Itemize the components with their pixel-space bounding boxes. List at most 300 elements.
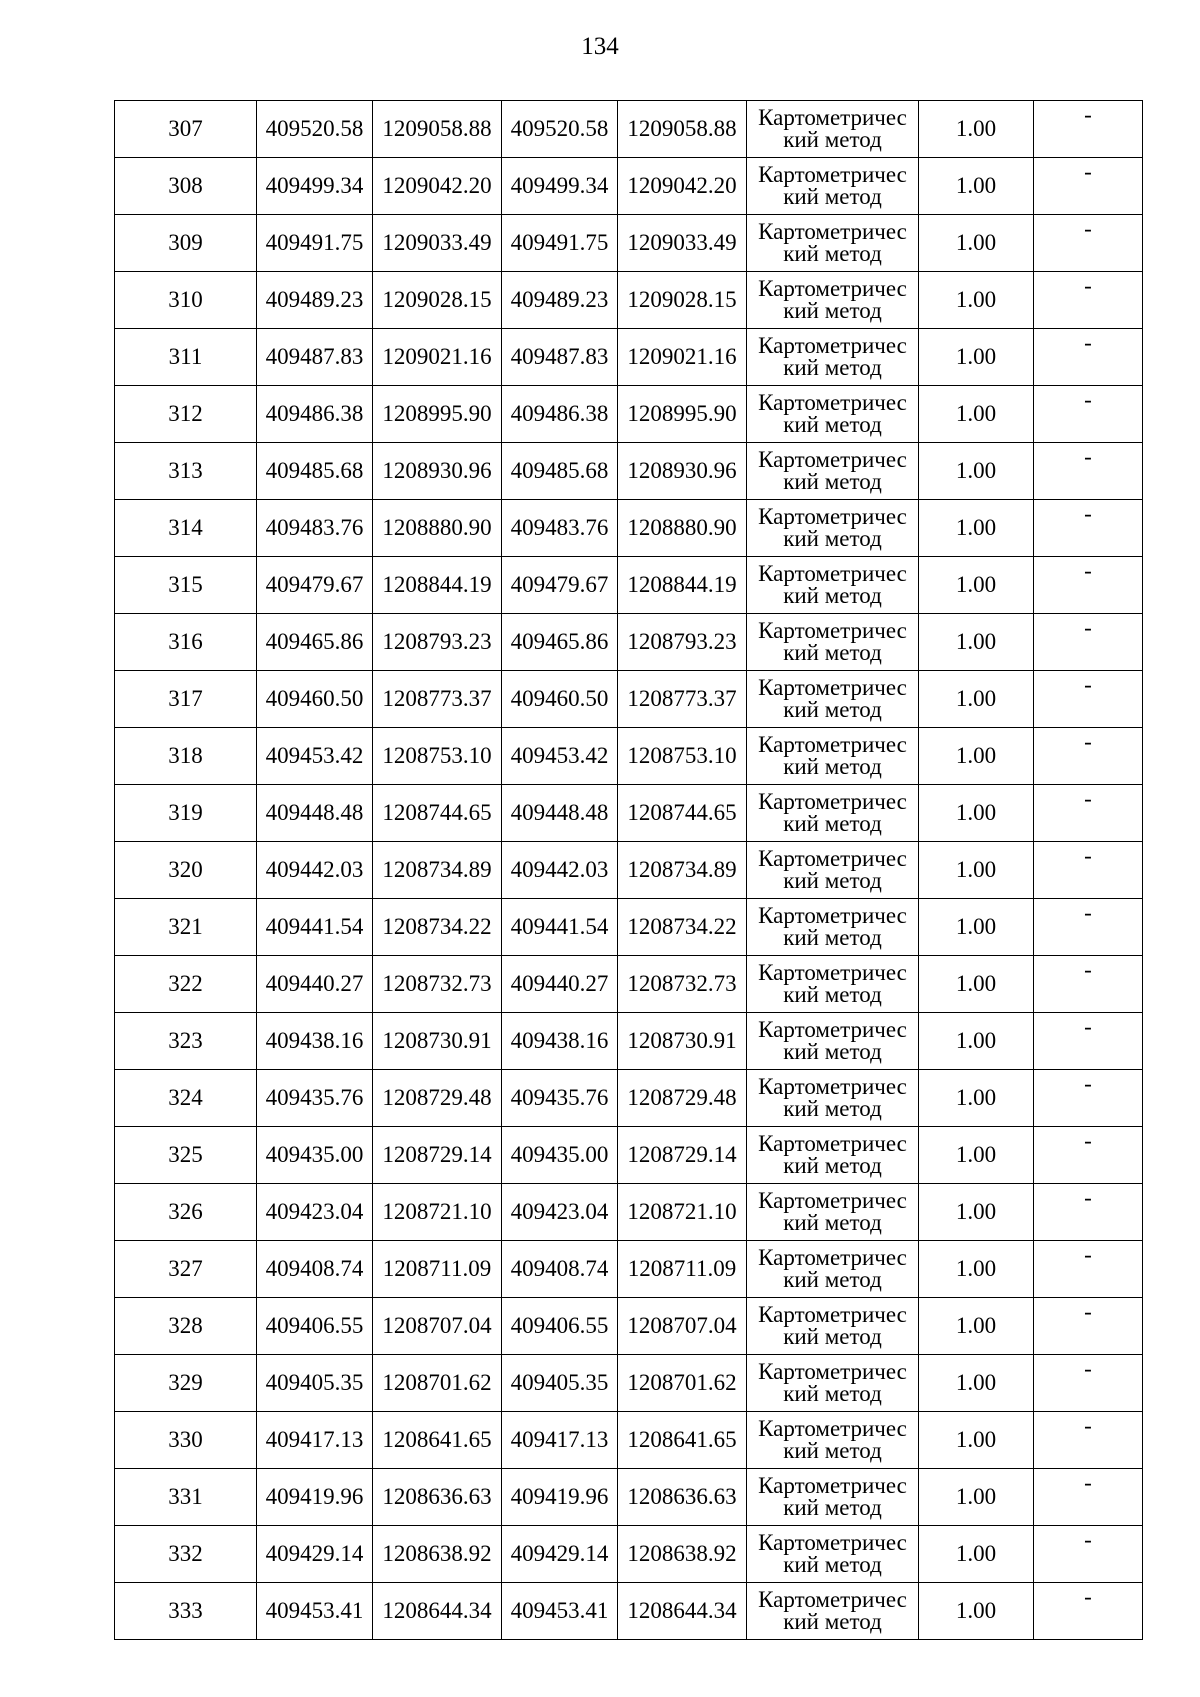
y-coordinate-cell: 1208707.04 [618, 1298, 747, 1355]
method-text: кий метод [783, 355, 882, 380]
accuracy-cell: 1.00 [919, 1412, 1034, 1469]
y-coordinate-cell: 1208744.65 [373, 785, 502, 842]
point-number-cell: 313 [115, 443, 257, 500]
table-row [115, 728, 1143, 785]
note-cell: - [1034, 785, 1143, 842]
table-row [115, 272, 1143, 329]
x-coordinate-cell: 409460.50 [257, 671, 373, 728]
y-coordinate-cell: 1208744.65 [618, 785, 747, 842]
method-cell [747, 158, 919, 215]
note-cell: - [1034, 842, 1143, 899]
method-text: кий метод [783, 1267, 882, 1292]
method-cell [747, 1355, 919, 1412]
method-text: кий метод [783, 412, 882, 437]
accuracy-cell: 1.00 [919, 785, 1034, 842]
point-number-cell: 327 [115, 1241, 257, 1298]
method-text: Картометричес [758, 162, 907, 187]
method-text: кий метод [783, 1609, 882, 1634]
y-coordinate-cell: 1209042.20 [618, 158, 747, 215]
accuracy-cell: 1.00 [919, 272, 1034, 329]
coordinates-table [114, 100, 1143, 1640]
table-row [115, 1469, 1143, 1526]
accuracy-cell: 1.00 [919, 671, 1034, 728]
note-cell: - [1034, 728, 1143, 785]
x-coordinate-cell: 409491.75 [502, 215, 618, 272]
y-coordinate-cell: 1209042.20 [373, 158, 502, 215]
table-body [115, 101, 1143, 1640]
x-coordinate-cell: 409499.34 [502, 158, 618, 215]
point-number-cell: 320 [115, 842, 257, 899]
x-coordinate-cell: 409486.38 [257, 386, 373, 443]
note-cell: - [1034, 1526, 1143, 1583]
y-coordinate-cell: 1208880.90 [618, 500, 747, 557]
x-coordinate-cell: 409460.50 [502, 671, 618, 728]
y-coordinate-cell: 1208644.34 [618, 1583, 747, 1640]
method-text: кий метод [783, 1153, 882, 1178]
note-cell: - [1034, 101, 1143, 158]
method-cell [747, 671, 919, 728]
method-text: Картометричес [758, 1074, 907, 1099]
method-cell [747, 557, 919, 614]
x-coordinate-cell: 409441.54 [502, 899, 618, 956]
method-cell [747, 785, 919, 842]
y-coordinate-cell: 1208641.65 [373, 1412, 502, 1469]
method-cell [747, 899, 919, 956]
method-cell [747, 272, 919, 329]
x-coordinate-cell: 409520.58 [257, 101, 373, 158]
x-coordinate-cell: 409435.76 [502, 1070, 618, 1127]
y-coordinate-cell: 1208730.91 [618, 1013, 747, 1070]
method-cell [747, 1184, 919, 1241]
point-number-cell: 308 [115, 158, 257, 215]
point-number-cell: 318 [115, 728, 257, 785]
method-text: кий метод [783, 925, 882, 950]
method-cell [747, 443, 919, 500]
method-text: Картометричес [758, 219, 907, 244]
y-coordinate-cell: 1208753.10 [618, 728, 747, 785]
x-coordinate-cell: 409485.68 [502, 443, 618, 500]
method-text: Картометричес [758, 618, 907, 643]
y-coordinate-cell: 1209033.49 [373, 215, 502, 272]
note-cell: - [1034, 1298, 1143, 1355]
x-coordinate-cell: 409419.96 [502, 1469, 618, 1526]
y-coordinate-cell: 1208732.73 [373, 956, 502, 1013]
note-cell: - [1034, 1583, 1143, 1640]
point-number-cell: 331 [115, 1469, 257, 1526]
accuracy-cell: 1.00 [919, 215, 1034, 272]
method-text: Картометричес [758, 1416, 907, 1441]
method-text: Картометричес [758, 903, 907, 928]
y-coordinate-cell: 1209058.88 [373, 101, 502, 158]
note-cell: - [1034, 1355, 1143, 1412]
y-coordinate-cell: 1208732.73 [618, 956, 747, 1013]
note-cell: - [1034, 899, 1143, 956]
table-row [115, 1412, 1143, 1469]
x-coordinate-cell: 409405.35 [502, 1355, 618, 1412]
table-row [115, 1013, 1143, 1070]
point-number-cell: 321 [115, 899, 257, 956]
method-cell [747, 329, 919, 386]
point-number-cell: 309 [115, 215, 257, 272]
note-cell: - [1034, 1241, 1143, 1298]
method-text: Картометричес [758, 675, 907, 700]
x-coordinate-cell: 409453.42 [502, 728, 618, 785]
x-coordinate-cell: 409483.76 [257, 500, 373, 557]
method-text: кий метод [783, 1552, 882, 1577]
x-coordinate-cell: 409499.34 [257, 158, 373, 215]
accuracy-cell: 1.00 [919, 614, 1034, 671]
x-coordinate-cell: 409438.16 [257, 1013, 373, 1070]
y-coordinate-cell: 1208734.22 [373, 899, 502, 956]
accuracy-cell: 1.00 [919, 1241, 1034, 1298]
method-text: кий метод [783, 241, 882, 266]
x-coordinate-cell: 409483.76 [502, 500, 618, 557]
method-text: Картометричес [758, 1188, 907, 1213]
method-text: Картометричес [758, 1530, 907, 1555]
method-cell [747, 1070, 919, 1127]
point-number-cell: 330 [115, 1412, 257, 1469]
accuracy-cell: 1.00 [919, 1469, 1034, 1526]
y-coordinate-cell: 1208721.10 [618, 1184, 747, 1241]
x-coordinate-cell: 409453.41 [502, 1583, 618, 1640]
accuracy-cell: 1.00 [919, 158, 1034, 215]
point-number-cell: 307 [115, 101, 257, 158]
note-cell: - [1034, 1469, 1143, 1526]
table-row [115, 899, 1143, 956]
point-number-cell: 324 [115, 1070, 257, 1127]
note-cell: - [1034, 1412, 1143, 1469]
point-number-cell: 317 [115, 671, 257, 728]
method-text: кий метод [783, 697, 882, 722]
table-row [115, 1298, 1143, 1355]
table-row [115, 842, 1143, 899]
method-cell [747, 614, 919, 671]
x-coordinate-cell: 409438.16 [502, 1013, 618, 1070]
method-text: кий метод [783, 640, 882, 665]
y-coordinate-cell: 1208729.14 [618, 1127, 747, 1184]
y-coordinate-cell: 1208729.48 [373, 1070, 502, 1127]
note-cell: - [1034, 158, 1143, 215]
y-coordinate-cell: 1208701.62 [373, 1355, 502, 1412]
table-row [115, 614, 1143, 671]
method-text: кий метод [783, 583, 882, 608]
note-cell: - [1034, 443, 1143, 500]
x-coordinate-cell: 409435.00 [257, 1127, 373, 1184]
method-text: Картометричес [758, 846, 907, 871]
method-cell [747, 1298, 919, 1355]
method-text: кий метод [783, 811, 882, 836]
table-row [115, 785, 1143, 842]
point-number-cell: 322 [115, 956, 257, 1013]
point-number-cell: 311 [115, 329, 257, 386]
method-cell [747, 215, 919, 272]
y-coordinate-cell: 1208793.23 [373, 614, 502, 671]
x-coordinate-cell: 409423.04 [502, 1184, 618, 1241]
x-coordinate-cell: 409520.58 [502, 101, 618, 158]
point-number-cell: 328 [115, 1298, 257, 1355]
note-cell: - [1034, 1013, 1143, 1070]
accuracy-cell: 1.00 [919, 1298, 1034, 1355]
point-number-cell: 332 [115, 1526, 257, 1583]
x-coordinate-cell: 409429.14 [502, 1526, 618, 1583]
table-row [115, 1070, 1143, 1127]
point-number-cell: 319 [115, 785, 257, 842]
page-number: 134 [581, 33, 619, 60]
method-cell [747, 1469, 919, 1526]
note-cell: - [1034, 1127, 1143, 1184]
y-coordinate-cell: 1208773.37 [373, 671, 502, 728]
y-coordinate-cell: 1208880.90 [373, 500, 502, 557]
table-row [115, 1241, 1143, 1298]
y-coordinate-cell: 1208701.62 [618, 1355, 747, 1412]
method-cell [747, 728, 919, 785]
table-row [115, 500, 1143, 557]
method-text: Картометричес [758, 105, 907, 130]
method-text: кий метод [783, 469, 882, 494]
y-coordinate-cell: 1208930.96 [618, 443, 747, 500]
method-text: кий метод [783, 1039, 882, 1064]
x-coordinate-cell: 409405.35 [257, 1355, 373, 1412]
y-coordinate-cell: 1208844.19 [373, 557, 502, 614]
point-number-cell: 333 [115, 1583, 257, 1640]
table-row [115, 329, 1143, 386]
y-coordinate-cell: 1208729.48 [618, 1070, 747, 1127]
method-cell [747, 1127, 919, 1184]
y-coordinate-cell: 1208711.09 [373, 1241, 502, 1298]
y-coordinate-cell: 1208995.90 [618, 386, 747, 443]
accuracy-cell: 1.00 [919, 728, 1034, 785]
x-coordinate-cell: 409440.27 [257, 956, 373, 1013]
method-text: кий метод [783, 1381, 882, 1406]
accuracy-cell: 1.00 [919, 1070, 1034, 1127]
accuracy-cell: 1.00 [919, 956, 1034, 1013]
table-row [115, 671, 1143, 728]
x-coordinate-cell: 409448.48 [257, 785, 373, 842]
y-coordinate-cell: 1208638.92 [618, 1526, 747, 1583]
x-coordinate-cell: 409417.13 [502, 1412, 618, 1469]
method-cell [747, 101, 919, 158]
table-row [115, 1127, 1143, 1184]
x-coordinate-cell: 409479.67 [502, 557, 618, 614]
x-coordinate-cell: 409423.04 [257, 1184, 373, 1241]
y-coordinate-cell: 1208734.89 [618, 842, 747, 899]
method-text: Картометричес [758, 1302, 907, 1327]
note-cell: - [1034, 671, 1143, 728]
x-coordinate-cell: 409441.54 [257, 899, 373, 956]
y-coordinate-cell: 1209021.16 [618, 329, 747, 386]
y-coordinate-cell: 1208734.22 [618, 899, 747, 956]
method-text: Картометричес [758, 732, 907, 757]
point-number-cell: 323 [115, 1013, 257, 1070]
y-coordinate-cell: 1208844.19 [618, 557, 747, 614]
accuracy-cell: 1.00 [919, 1355, 1034, 1412]
x-coordinate-cell: 409406.55 [257, 1298, 373, 1355]
x-coordinate-cell: 409408.74 [502, 1241, 618, 1298]
y-coordinate-cell: 1209021.16 [373, 329, 502, 386]
note-cell: - [1034, 557, 1143, 614]
note-cell: - [1034, 386, 1143, 443]
y-coordinate-cell: 1208641.65 [618, 1412, 747, 1469]
x-coordinate-cell: 409491.75 [257, 215, 373, 272]
y-coordinate-cell: 1208995.90 [373, 386, 502, 443]
x-coordinate-cell: 409479.67 [257, 557, 373, 614]
x-coordinate-cell: 409417.13 [257, 1412, 373, 1469]
table-row [115, 158, 1143, 215]
y-coordinate-cell: 1208930.96 [373, 443, 502, 500]
method-text: Картометричес [758, 390, 907, 415]
table-row [115, 443, 1143, 500]
table-row [115, 557, 1143, 614]
accuracy-cell: 1.00 [919, 1583, 1034, 1640]
y-coordinate-cell: 1208773.37 [618, 671, 747, 728]
method-cell [747, 1013, 919, 1070]
y-coordinate-cell: 1208753.10 [373, 728, 502, 785]
point-number-cell: 316 [115, 614, 257, 671]
method-text: кий метод [783, 1324, 882, 1349]
x-coordinate-cell: 409453.42 [257, 728, 373, 785]
table-row [115, 215, 1143, 272]
x-coordinate-cell: 409489.23 [502, 272, 618, 329]
y-coordinate-cell: 1208729.14 [373, 1127, 502, 1184]
point-number-cell: 315 [115, 557, 257, 614]
accuracy-cell: 1.00 [919, 329, 1034, 386]
x-coordinate-cell: 409442.03 [502, 842, 618, 899]
accuracy-cell: 1.00 [919, 1184, 1034, 1241]
method-cell [747, 956, 919, 1013]
y-coordinate-cell: 1208638.92 [373, 1526, 502, 1583]
method-text: Картометричес [758, 447, 907, 472]
note-cell: - [1034, 500, 1143, 557]
accuracy-cell: 1.00 [919, 500, 1034, 557]
x-coordinate-cell: 409489.23 [257, 272, 373, 329]
accuracy-cell: 1.00 [919, 386, 1034, 443]
y-coordinate-cell: 1208721.10 [373, 1184, 502, 1241]
method-text: кий метод [783, 298, 882, 323]
x-coordinate-cell: 409485.68 [257, 443, 373, 500]
method-text: Картометричес [758, 1359, 907, 1384]
accuracy-cell: 1.00 [919, 899, 1034, 956]
x-coordinate-cell: 409435.00 [502, 1127, 618, 1184]
method-text: Картометричес [758, 1131, 907, 1156]
method-text: Картометричес [758, 561, 907, 586]
y-coordinate-cell: 1209028.15 [373, 272, 502, 329]
method-text: кий метод [783, 1438, 882, 1463]
table-row [115, 1184, 1143, 1241]
method-cell [747, 1241, 919, 1298]
y-coordinate-cell: 1208636.63 [618, 1469, 747, 1526]
accuracy-cell: 1.00 [919, 1127, 1034, 1184]
x-coordinate-cell: 409448.48 [502, 785, 618, 842]
method-text: кий метод [783, 1210, 882, 1235]
note-cell: - [1034, 329, 1143, 386]
table-row [115, 956, 1143, 1013]
x-coordinate-cell: 409453.41 [257, 1583, 373, 1640]
x-coordinate-cell: 409419.96 [257, 1469, 373, 1526]
x-coordinate-cell: 409406.55 [502, 1298, 618, 1355]
method-text: кий метод [783, 1096, 882, 1121]
y-coordinate-cell: 1209028.15 [618, 272, 747, 329]
point-number-cell: 326 [115, 1184, 257, 1241]
method-cell [747, 500, 919, 557]
y-coordinate-cell: 1208711.09 [618, 1241, 747, 1298]
x-coordinate-cell: 409429.14 [257, 1526, 373, 1583]
accuracy-cell: 1.00 [919, 101, 1034, 158]
method-text: Картометричес [758, 504, 907, 529]
x-coordinate-cell: 409465.86 [257, 614, 373, 671]
x-coordinate-cell: 409486.38 [502, 386, 618, 443]
point-number-cell: 329 [115, 1355, 257, 1412]
method-text: Картометричес [758, 1017, 907, 1042]
note-cell: - [1034, 272, 1143, 329]
y-coordinate-cell: 1208793.23 [618, 614, 747, 671]
table-row [115, 1583, 1143, 1640]
x-coordinate-cell: 409442.03 [257, 842, 373, 899]
point-number-cell: 325 [115, 1127, 257, 1184]
method-text: кий метод [783, 868, 882, 893]
y-coordinate-cell: 1208730.91 [373, 1013, 502, 1070]
note-cell: - [1034, 1070, 1143, 1127]
accuracy-cell: 1.00 [919, 1013, 1034, 1070]
method-text: Картометричес [758, 960, 907, 985]
y-coordinate-cell: 1208644.34 [373, 1583, 502, 1640]
method-text: Картометричес [758, 276, 907, 301]
method-text: кий метод [783, 127, 882, 152]
method-cell [747, 1526, 919, 1583]
method-text: Картометричес [758, 1245, 907, 1270]
x-coordinate-cell: 409487.83 [257, 329, 373, 386]
point-number-cell: 310 [115, 272, 257, 329]
note-cell: - [1034, 1184, 1143, 1241]
method-text: Картометричес [758, 333, 907, 358]
x-coordinate-cell: 409465.86 [502, 614, 618, 671]
point-number-cell: 312 [115, 386, 257, 443]
accuracy-cell: 1.00 [919, 443, 1034, 500]
table-row [115, 386, 1143, 443]
table-row [115, 1526, 1143, 1583]
method-text: кий метод [783, 526, 882, 551]
method-cell [747, 1412, 919, 1469]
y-coordinate-cell: 1208707.04 [373, 1298, 502, 1355]
method-text: кий метод [783, 982, 882, 1007]
method-text: Картометричес [758, 1473, 907, 1498]
method-text: кий метод [783, 754, 882, 779]
table-row [115, 1355, 1143, 1412]
accuracy-cell: 1.00 [919, 1526, 1034, 1583]
y-coordinate-cell: 1209033.49 [618, 215, 747, 272]
accuracy-cell: 1.00 [919, 842, 1034, 899]
x-coordinate-cell: 409487.83 [502, 329, 618, 386]
table-row [115, 101, 1143, 158]
note-cell: - [1034, 956, 1143, 1013]
method-text: кий метод [783, 1495, 882, 1520]
method-text: Картометричес [758, 789, 907, 814]
method-cell [747, 1583, 919, 1640]
note-cell: - [1034, 614, 1143, 671]
y-coordinate-cell: 1208636.63 [373, 1469, 502, 1526]
method-cell [747, 386, 919, 443]
x-coordinate-cell: 409408.74 [257, 1241, 373, 1298]
x-coordinate-cell: 409435.76 [257, 1070, 373, 1127]
y-coordinate-cell: 1208734.89 [373, 842, 502, 899]
note-cell: - [1034, 215, 1143, 272]
method-text: кий метод [783, 184, 882, 209]
x-coordinate-cell: 409440.27 [502, 956, 618, 1013]
y-coordinate-cell: 1209058.88 [618, 101, 747, 158]
method-cell [747, 842, 919, 899]
point-number-cell: 314 [115, 500, 257, 557]
accuracy-cell: 1.00 [919, 557, 1034, 614]
method-text: Картометричес [758, 1587, 907, 1612]
